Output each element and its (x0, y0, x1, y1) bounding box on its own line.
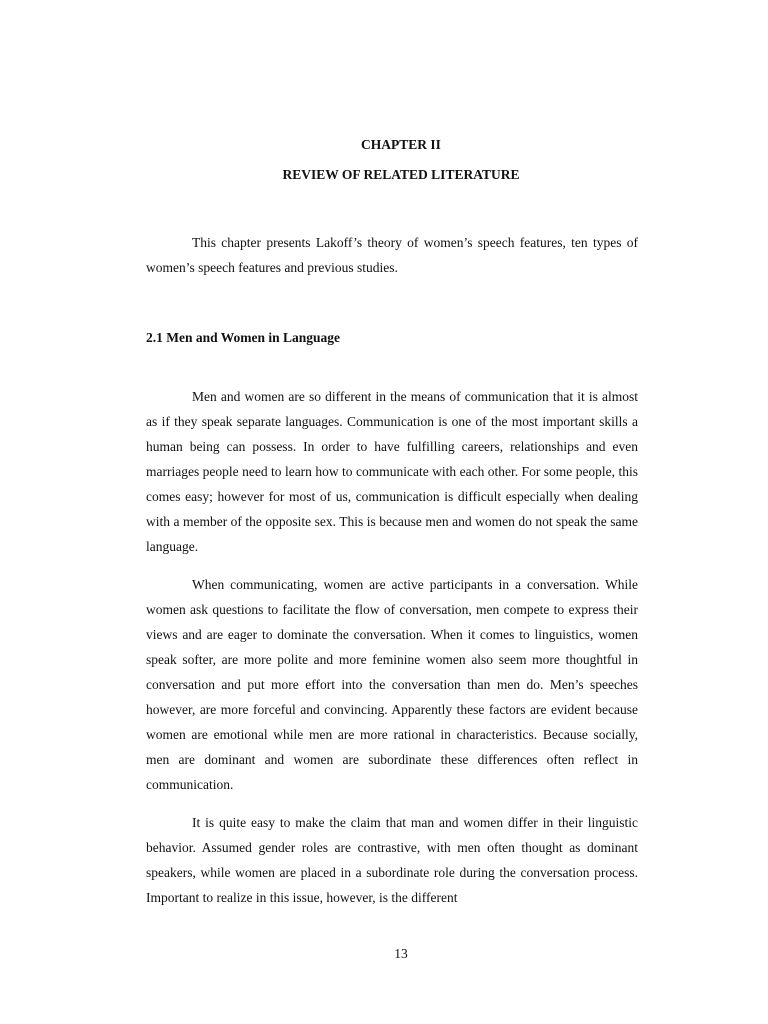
section-heading: 2.1 Men and Women in Language (146, 330, 341, 345)
page-number: 13 (394, 946, 408, 961)
chapter-title: REVIEW OF RELATED LITERATURE (282, 167, 520, 182)
body-paragraph: It is quite easy to make the claim that man and women differ in their linguistic behavior. Assumed gender roles are contrastive, with men often thought as dominant speakers, while women are placed in a subordinate role during the conversation process. Important to realize in this issue, however, is the different (146, 815, 638, 905)
intro-paragraph: This chapter presents Lakoff’s theory of women’s speech features, ten types of women’s speech features and previous studies. (146, 235, 638, 275)
body-paragraph: Men and women are so different in the means of communication that it is almost as if they speak separate languages. Communication is one of the most important skills a human being can possess. In order to have fulfilling careers, relationships and even marriages people need to learn how to communicate with each other. For some people, this comes easy; however for most of us, communication is difficult especially when dealing with a member of the opposite sex. This is because men and women do not speak the same language. (146, 389, 638, 554)
chapter-number: CHAPTER II (361, 137, 441, 152)
body-paragraph: When communicating, women are active participants in a conversation. While women ask questions to facilitate the flow of conversation, men compete to express their views and are eager to dominate the conversation. When it comes to linguistics, women speak softer, are more polite and more feminine women also seem more thoughtful in conversation and put more effort into the conversation than men do. Men’s speeches however, are more forceful and convincing. Apparently these factors are evident because women are emotional while men are more rational in characteristics. Because socially, men are dominant and women are subordinate these differences often reflect in communication. (146, 577, 638, 792)
